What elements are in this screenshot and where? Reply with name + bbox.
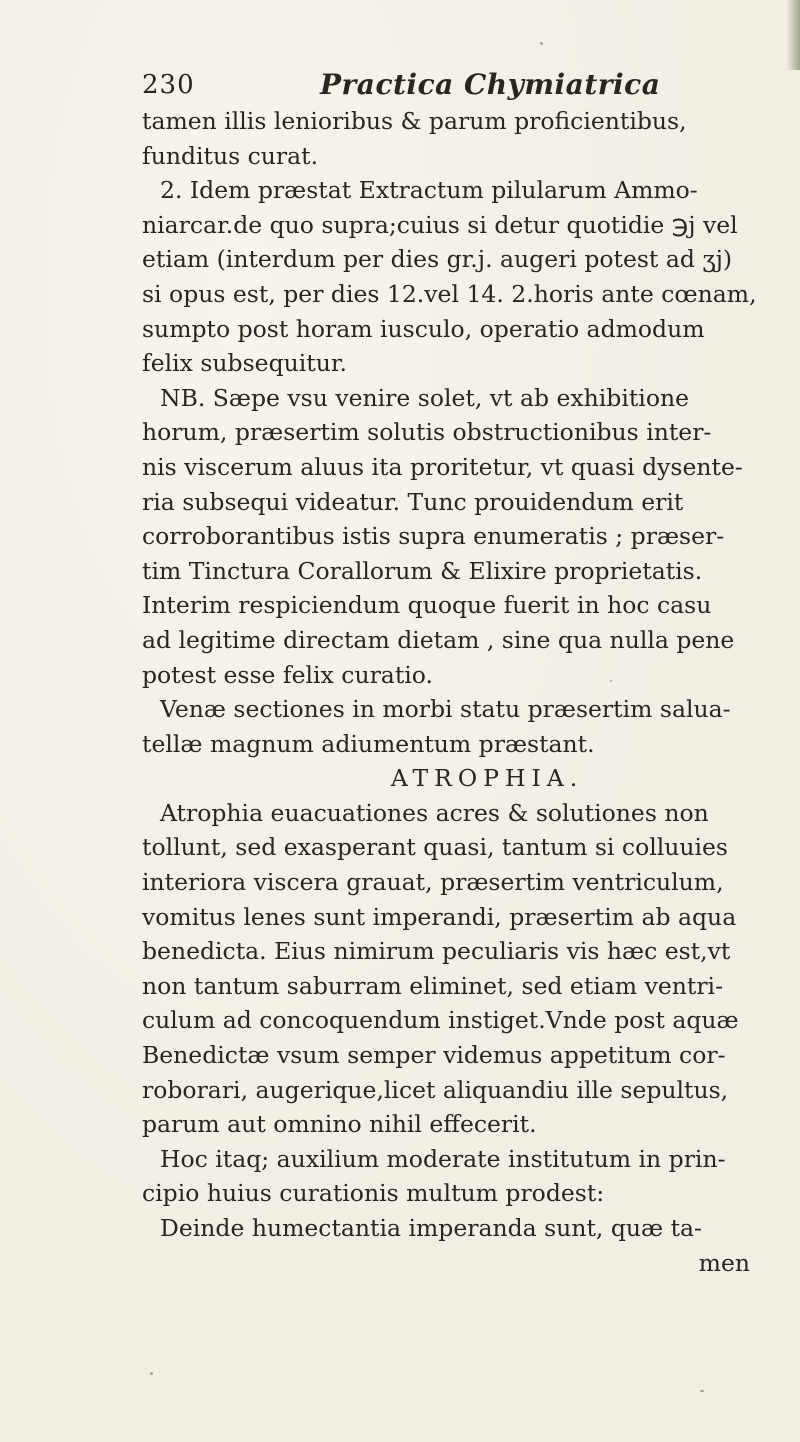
text-line: niarcar.de quo supra;cuius si detur quotidie ℈j vel — [142, 210, 738, 239]
text-line: NB. Sæpe vsu venire solet, vt ab exhibitione — [160, 383, 690, 412]
text-line: felix subsequitur. — [142, 349, 347, 378]
body-text — [142, 104, 792, 1280]
text-line: potest esse felix curatio. — [142, 660, 433, 689]
text-line: sumpto post horam iusculo, operatio admodum — [142, 314, 705, 343]
text-line: 2. Idem præstat Extractum pilularum Ammo- — [160, 176, 698, 205]
running-head: Practica Chymiatrica — [320, 68, 661, 101]
page-edge-stain — [786, 0, 800, 70]
text-line: non tantum saburram eliminet, sed etiam ventri- — [142, 971, 724, 1000]
page-header — [142, 64, 662, 104]
text-line: tamen illis lenioribus & parum proficientibus, — [142, 107, 687, 135]
text-line: corroborantibus istis supra enumeratis ; præser- — [142, 522, 725, 551]
text-line: nis viscerum aluus ita proritetur, vt quasi dysente- — [142, 452, 743, 481]
text-line: horum, præsertim solutis obstructionibus inter- — [142, 418, 712, 447]
text-line: Benedictæ vsum semper videmus appetitum cor- — [142, 1041, 726, 1070]
text-line: parum aut omnino nihil effecerit. — [142, 1110, 537, 1139]
text-line: benedicta. Eius nimirum peculiaris vis hæc est,vt — [142, 937, 731, 966]
text-line: tollunt, sed exasperant quasi, tantum si colluuies — [142, 833, 728, 862]
catchword: men — [698, 1248, 750, 1277]
text-line: etiam (interdum per dies gr.j. augeri potest ad ʒj) — [142, 245, 733, 274]
text-line: funditus curat. — [142, 141, 319, 170]
text-line: roborari, augerique,licet aliquandiu ille sepultus, — [142, 1075, 729, 1104]
page-number: 230 — [142, 70, 195, 100]
text-line: si opus est, per dies 12.vel 14. 2.horis ante cœnam, — [142, 279, 757, 308]
text-line: vomitus lenes sunt imperandi, præsertim ab aqua — [142, 902, 737, 931]
text-line: tim Tinctura Corallorum & Elixire proprietatis. — [142, 556, 703, 585]
text-line: ad legitime directam dietam , sine qua nulla pene — [142, 625, 735, 654]
text-line: interiora viscera grauat, præsertim ventriculum, — [142, 868, 724, 897]
text-line: ria subsequi videatur. Tunc prouidendum erit — [142, 487, 684, 516]
text-line: Interim respiciendum quoque fuerit in hoc casu — [142, 591, 712, 620]
text-line: Hoc itaq; auxilium moderate institutum in prin- — [160, 1144, 726, 1173]
text-line: Deinde humectantia imperanda sunt, quæ ta- — [160, 1214, 702, 1242]
text-line: Venæ sectiones in morbi statu præsertim salua- — [160, 695, 731, 724]
text-line: Atrophia euacuationes acres & solutiones non — [160, 798, 709, 827]
section-heading: ATROPHIA. — [390, 764, 584, 793]
text-line: culum ad concoquendum instiget.Vnde post aquæ — [142, 1006, 739, 1035]
text-line: tellæ magnum adiumentum præstant. — [142, 729, 595, 758]
text-line: cipio huius curationis multum prodest: — [142, 1179, 605, 1208]
